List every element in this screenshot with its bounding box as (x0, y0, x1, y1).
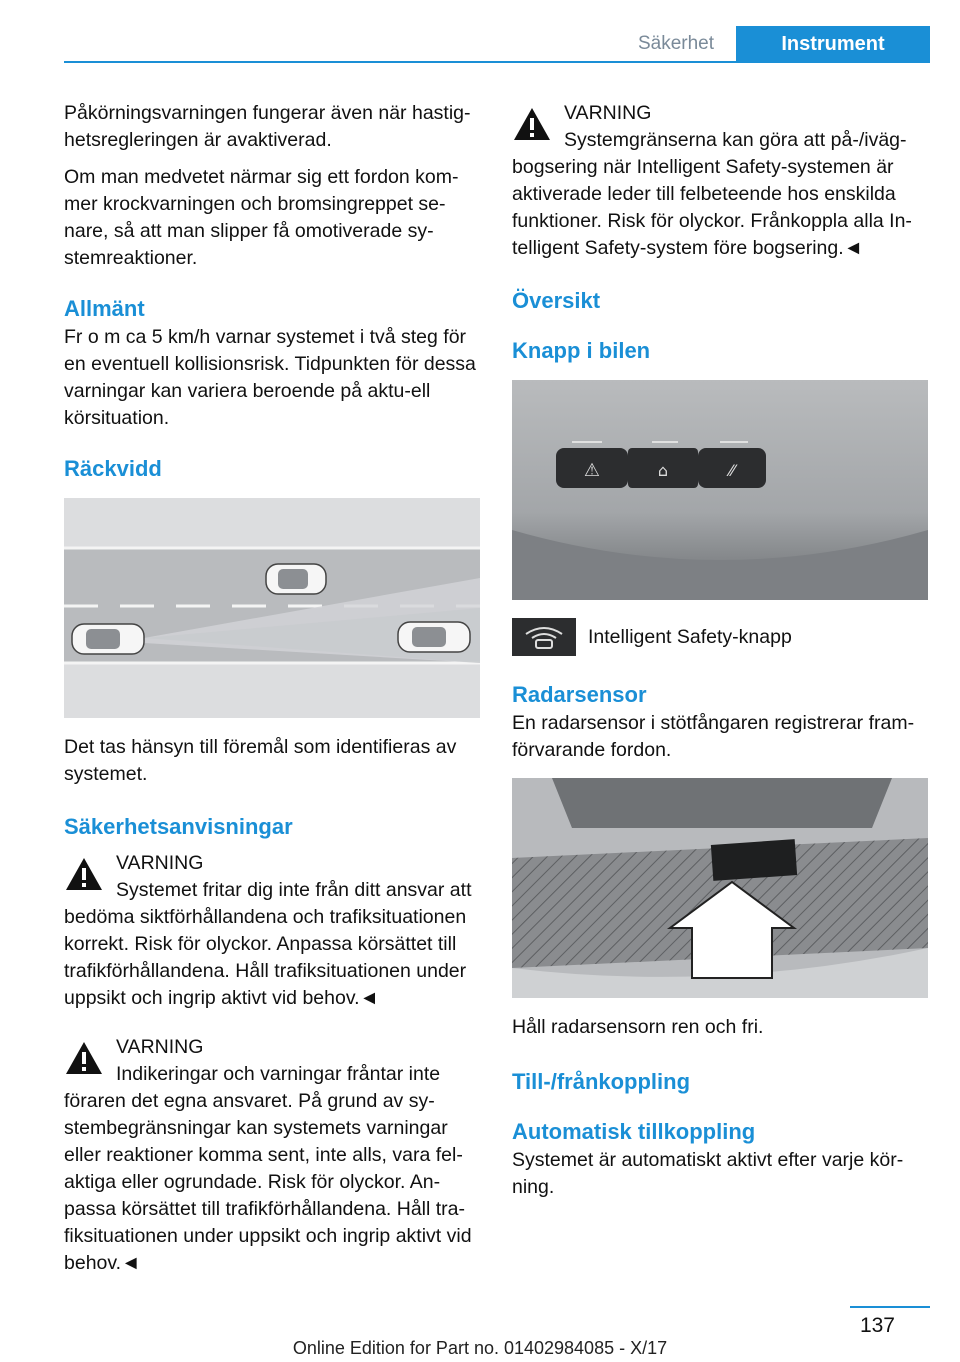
radar-sensor-photo (512, 778, 928, 998)
edition-footer: Online Edition for Part no. 01402984085 - X/17 (292, 1338, 668, 1358)
heading-knapp-i-bilen: Knapp i bilen (512, 338, 651, 363)
paragraph: Påkörningsvarningen fungerar även när hastig‐hetsregleringen är avaktiverad. (64, 102, 471, 151)
footer-rule (850, 1306, 930, 1308)
warning-triangle-icon (64, 1040, 104, 1076)
svg-text:⁄⁄: ⁄⁄ (729, 461, 735, 480)
button-panel-photo (512, 380, 928, 600)
header-section-tab: Säkerhet (637, 33, 715, 54)
heading-allmant: Allmänt (64, 296, 145, 321)
warning-block (64, 850, 480, 1012)
right-column (512, 100, 928, 1211)
warning-text: Systemet fritar dig inte från ditt ansvar att bedöma siktförhållandena och trafiksituationen korrekt. Risk för olyckor. Anpassa körsättet till trafikförhållandena. Håll trafiksituationen under uppsikt och ingrip aktivt vid behov.◄ (64, 879, 472, 1009)
page-number: 137 (859, 1314, 895, 1337)
warning-label: VARNING (116, 852, 204, 874)
heading-radarsensor: Radarsensor (512, 682, 647, 707)
heading-till-frankoppling: Till-/frånkoppling (512, 1069, 691, 1094)
warning-triangle-icon (512, 106, 552, 142)
warning-triangle-icon (64, 856, 104, 892)
header-chapter-tab: Instrument (736, 26, 930, 62)
heading-rackvidd: Räckvidd (64, 456, 162, 481)
warning-label: VARNING (116, 1036, 204, 1058)
paragraph: Om man medvetet närmar sig ett fordon kom‐mer krockvarningen och bromsingreppet se‐nare, så att man slipper få omotiverade sy‐stemreaktioner. (64, 166, 459, 269)
range-illustration (64, 498, 480, 718)
svg-text:⌂: ⌂ (657, 461, 669, 480)
intelligent-safety-button-icon (512, 618, 576, 656)
warning-label: VARNING (564, 102, 652, 124)
header-rule (64, 61, 930, 63)
warning-block (512, 100, 928, 262)
warning-text: Systemgränserna kan göra att på-/iväg‐bogsering när Intelligent Safety-systemen är aktiverade leder till felbeteende hos enskilda funktioner. Risk för olyckor. Frånkoppla alla In‐telligent Safety-system före bogsering.◄ (512, 129, 912, 259)
svg-text:⚠: ⚠ (583, 460, 601, 481)
warning-text: Indikeringar och varningar fråntar inte föraren det egna ansvaret. På grund av sy‐stembegränsningar kan systemets varningar eller reaktioner komma sent, inte alls, vara fel‐aktiga eller ogrundade. Risk för olyckor. An‐passa körsättet till trafikförhållandena. Håll tra‐fiksituationen under uppsikt och ingrip aktivt vid behov.◄ (64, 1063, 472, 1274)
legend-row (512, 618, 928, 656)
paragraph: Systemet är automatiskt aktivt efter varje kör‐ning. (512, 1149, 904, 1198)
paragraph: Fr o m ca 5 km/h varnar systemet i två steg för en eventuell kollisionsrisk. Tidpunkten för dessa varningar kan variera beroende på aktu‐ell körsituation. (64, 326, 476, 429)
heading-oversikt: Översikt (512, 288, 601, 313)
warning-block (64, 1034, 480, 1277)
left-column (64, 100, 480, 1287)
heading-automatisk-tillkoppling: Automatisk tillkoppling (512, 1119, 756, 1144)
paragraph: En radarsensor i stötfångaren registrerar fram‐förvarande fordon. (512, 712, 915, 761)
legend-label: Intelligent Safety-knapp (588, 625, 792, 648)
figure-caption: Håll radarsensorn ren och fri. (512, 1016, 764, 1038)
heading-sakerhetsanvisningar: Säkerhetsanvisningar (64, 814, 293, 839)
figure-caption: Det tas hänsyn till föremål som identifieras av systemet. (64, 736, 457, 785)
